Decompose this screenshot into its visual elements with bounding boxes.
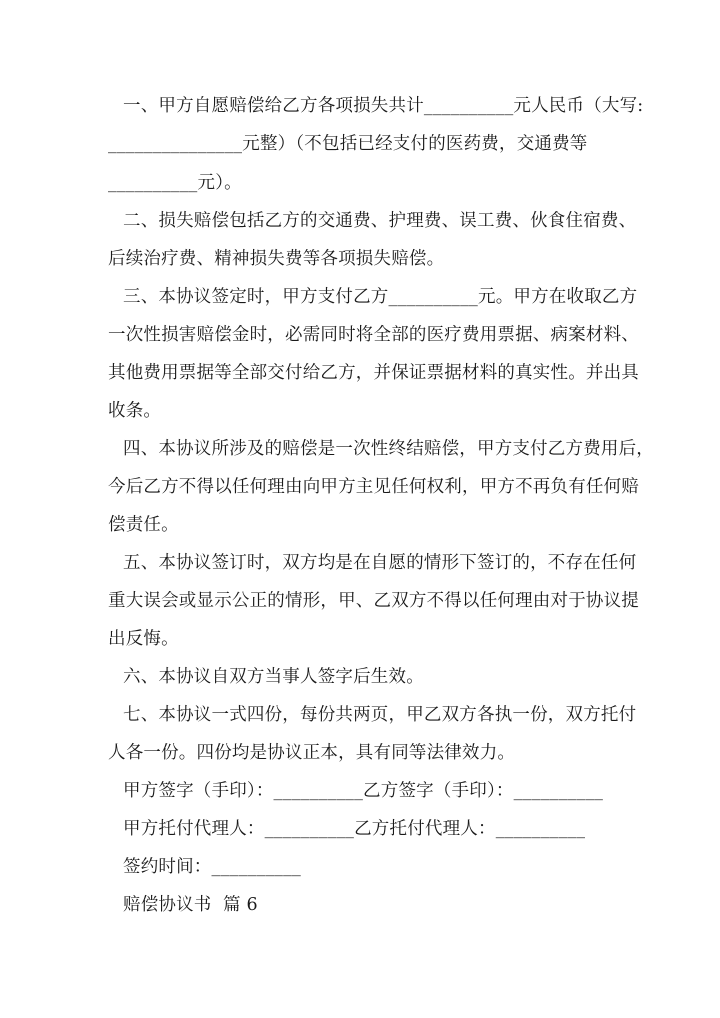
clause-4-line-1: 四、本协议所涉及的赔偿是一次性终结赔偿，甲方支付乙方费用后， <box>123 439 654 459</box>
clause-5-line-3: 出反悔。 <box>108 629 179 649</box>
clause-1-line-1: 一、甲方自愿赔偿给乙方各项损失共计__________元人民币（大写: <box>123 96 644 116</box>
clause-4-line-3: 偿责任。 <box>108 515 179 535</box>
clause-3-line-2: 一次性损害赔偿金时，必需同时将全部的医疗费用票据、病案材料、 <box>108 325 639 345</box>
section-heading: 赔偿协议书 篇 6 <box>123 895 258 915</box>
signature-line: 甲方签字（手印）：__________乙方签字（手印）：__________ <box>123 781 604 801</box>
clause-6-line-1: 六、本协议自双方当事人签字后生效。 <box>123 667 424 687</box>
clause-5-line-1: 五、本协议签订时，双方均是在自愿的情形下签订的，不存在任何 <box>123 553 637 573</box>
clause-3-line-4: 收条。 <box>108 401 162 421</box>
clause-3-line-1: 三、本协议签定时，甲方支付乙方__________元。甲方在收取乙方 <box>123 287 638 307</box>
clause-2-line-2: 后续治疗费、精神损失费等各项损失赔偿。 <box>108 249 445 269</box>
clause-3-line-3: 其他费用票据等全部交付给乙方，并保证票据材料的真实性。并出具 <box>108 363 639 383</box>
clause-1-line-2: _______________元整）（不包括已经支付的医药费，交通费等 <box>108 134 588 154</box>
agent-line: 甲方托付代理人：__________乙方托付代理人：__________ <box>123 819 586 839</box>
clause-4-line-2: 今后乙方不得以任何理由向甲方主见任何权利，甲方不再负有任何赔 <box>108 477 639 497</box>
signing-date-line: 签约时间：__________ <box>123 857 301 877</box>
clause-1-line-3: __________元）。 <box>108 173 242 193</box>
clause-7-line-2: 人各一份。四份均是协议正本，具有同等法律效力。 <box>108 743 516 763</box>
clause-7-line-1: 七、本协议一式四份，每份共两页，甲乙双方各执一份，双方托付 <box>123 705 637 725</box>
clause-5-line-2: 重大误会或显示公正的情形，甲、乙双方不得以任何理由对于协议提 <box>108 591 639 611</box>
clause-2-line-1: 二、损失赔偿包括乙方的交通费、护理费、误工费、伙食住宿费、 <box>123 211 637 231</box>
